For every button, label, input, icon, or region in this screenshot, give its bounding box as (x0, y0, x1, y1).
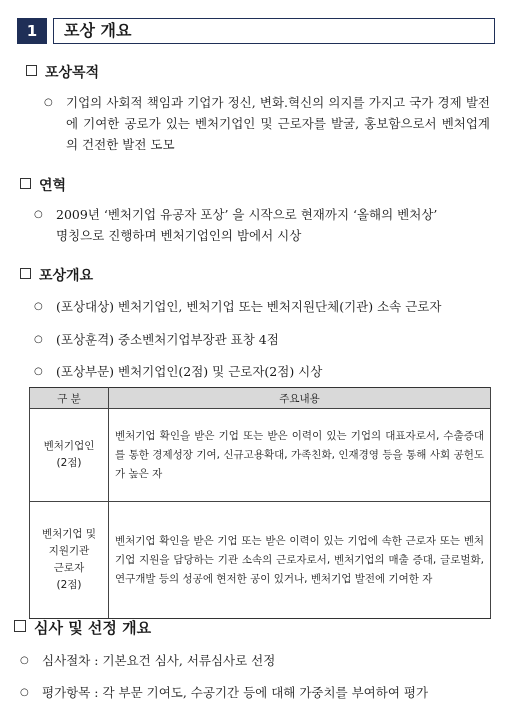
circle-bullet-icon: ○ (20, 655, 29, 666)
review-heading: 심사 및 선정 개요 (14, 617, 151, 638)
section-number: 1 (17, 18, 47, 44)
table-row (30, 409, 491, 502)
checkbox-square-icon (26, 65, 37, 76)
table-row (30, 502, 491, 619)
circle-bullet-icon: ○ (20, 687, 29, 698)
table-header-row (30, 388, 491, 409)
circle-bullet-icon: ○ (34, 301, 43, 312)
checkbox-square-icon (20, 178, 31, 189)
table-cell-content: 벤처기업 확인을 받은 기업 또는 받은 이력이 있는 기업의 대표자로서, 수출증대를 통한 경제성장 기여, 신규고용확대, 가족친화, 인재경영 등을 통해 사회 공헌도가 높은 자 (109, 409, 491, 502)
circle-bullet-icon: ○ (34, 334, 43, 345)
history-heading: 연혁 (20, 175, 66, 195)
table-header-content: 주요내용 (109, 388, 491, 409)
purpose-bullet (44, 92, 490, 158)
section-title: 포상 개요 (53, 18, 495, 44)
table-cell-category: 벤처기업인 (2점) (30, 409, 109, 502)
purpose-heading: 포상목적 (26, 62, 99, 82)
overview-heading: 포상개요 (20, 265, 93, 285)
checkbox-square-icon (20, 268, 31, 279)
table-header-category: 구 분 (30, 388, 109, 409)
table-cell-content: 벤처기업 확인을 받은 기업 또는 받은 이력이 있는 기업에 속한 근로자 또는 벤처기업 지원을 담당하는 기관 소속의 근로자로서, 벤처기업의 매출 증대, 글로벌화, 연구개발 등의 성공에 현저한 공이 있거나, 벤처기업 발전에 기여한 자 (109, 502, 491, 619)
section-header (17, 18, 485, 44)
history-line-2: 명칭으로 진행하며 벤처기업인의 밤에서 시상 (56, 228, 302, 243)
history-bullet (34, 204, 494, 248)
table-cell-category: 벤처기업 및 지원기관 근로자 (2점) (30, 502, 109, 619)
purpose-text: 기업의 사회적 책임과 기업가 정신, 변화.혁신의 의지를 가지고 국가 경제 발전에 기여한 공로가 있는 벤처기업인 및 근로자를 발굴, 홍보함으로서 벤처업계의 건전한 발전 도모 (66, 95, 490, 152)
checkbox-square-icon (14, 620, 26, 632)
circle-bullet-icon: ○ (34, 366, 43, 377)
circle-bullet-icon: ○ (44, 97, 53, 108)
circle-bullet-icon: ○ (34, 209, 43, 220)
award-table (29, 387, 491, 619)
history-line-1: 2009년 ‘벤처기업 유공자 포상’ 을 시작으로 현재까지 ‘올해의 벤처상’ (56, 207, 438, 222)
